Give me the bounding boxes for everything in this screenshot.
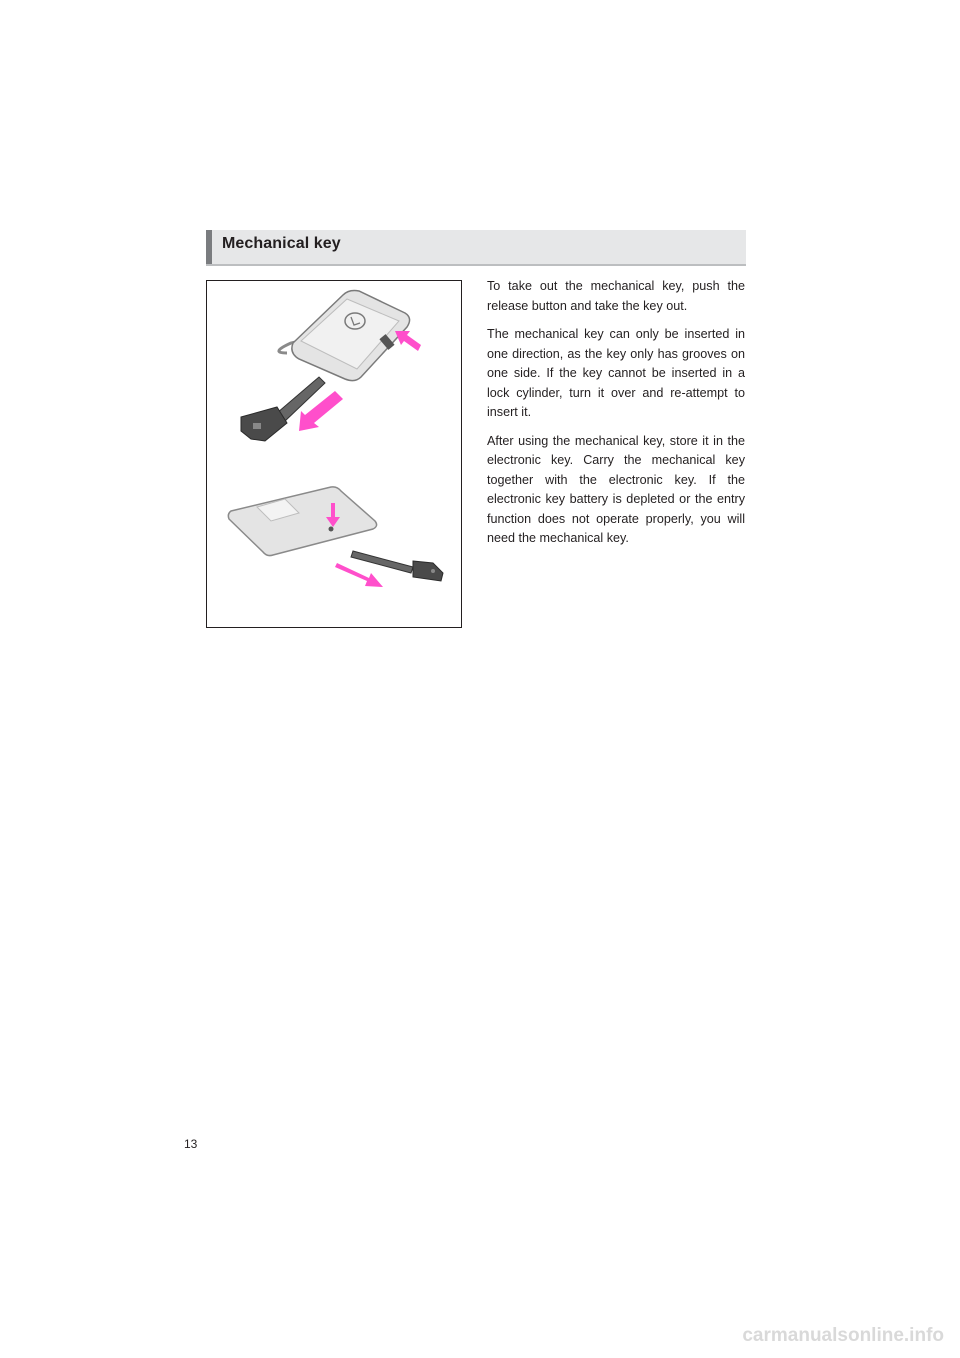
push-arrow-icon bbox=[395, 331, 421, 351]
paragraph-take-out: To take out the mechanical key, push the release button and take the key out. bbox=[487, 279, 745, 313]
body-text bbox=[487, 277, 745, 558]
smart-key-fob-image bbox=[279, 291, 410, 381]
key-illustration bbox=[206, 280, 462, 628]
card-key-image bbox=[228, 487, 376, 556]
section-header bbox=[206, 230, 746, 266]
paragraph-storage: After using the mechanical key, store it in the electronic key. Carry the mechanical key together with the electronic key. If the electronic key battery is depleted or the entry function does not operate properly, you will need the mechanical key. bbox=[487, 433, 745, 545]
watermark: carmanualsonline.info bbox=[742, 1325, 944, 1346]
paragraph-insertion-direction: The mechanical key can only be inserted in one direction, as the key only has grooves on one side. If the key cannot be inserted in a lock cylinder, turn it over and re-attempt to insert it. bbox=[487, 327, 745, 419]
section-title: Mechanical key bbox=[222, 235, 341, 252]
slide-out-arrow-icon bbox=[335, 563, 383, 587]
key-illustration-drawing bbox=[207, 281, 461, 627]
mechanical-key-image bbox=[241, 377, 325, 441]
page-number: 13 bbox=[184, 1137, 198, 1151]
section-header-bar bbox=[206, 230, 212, 264]
